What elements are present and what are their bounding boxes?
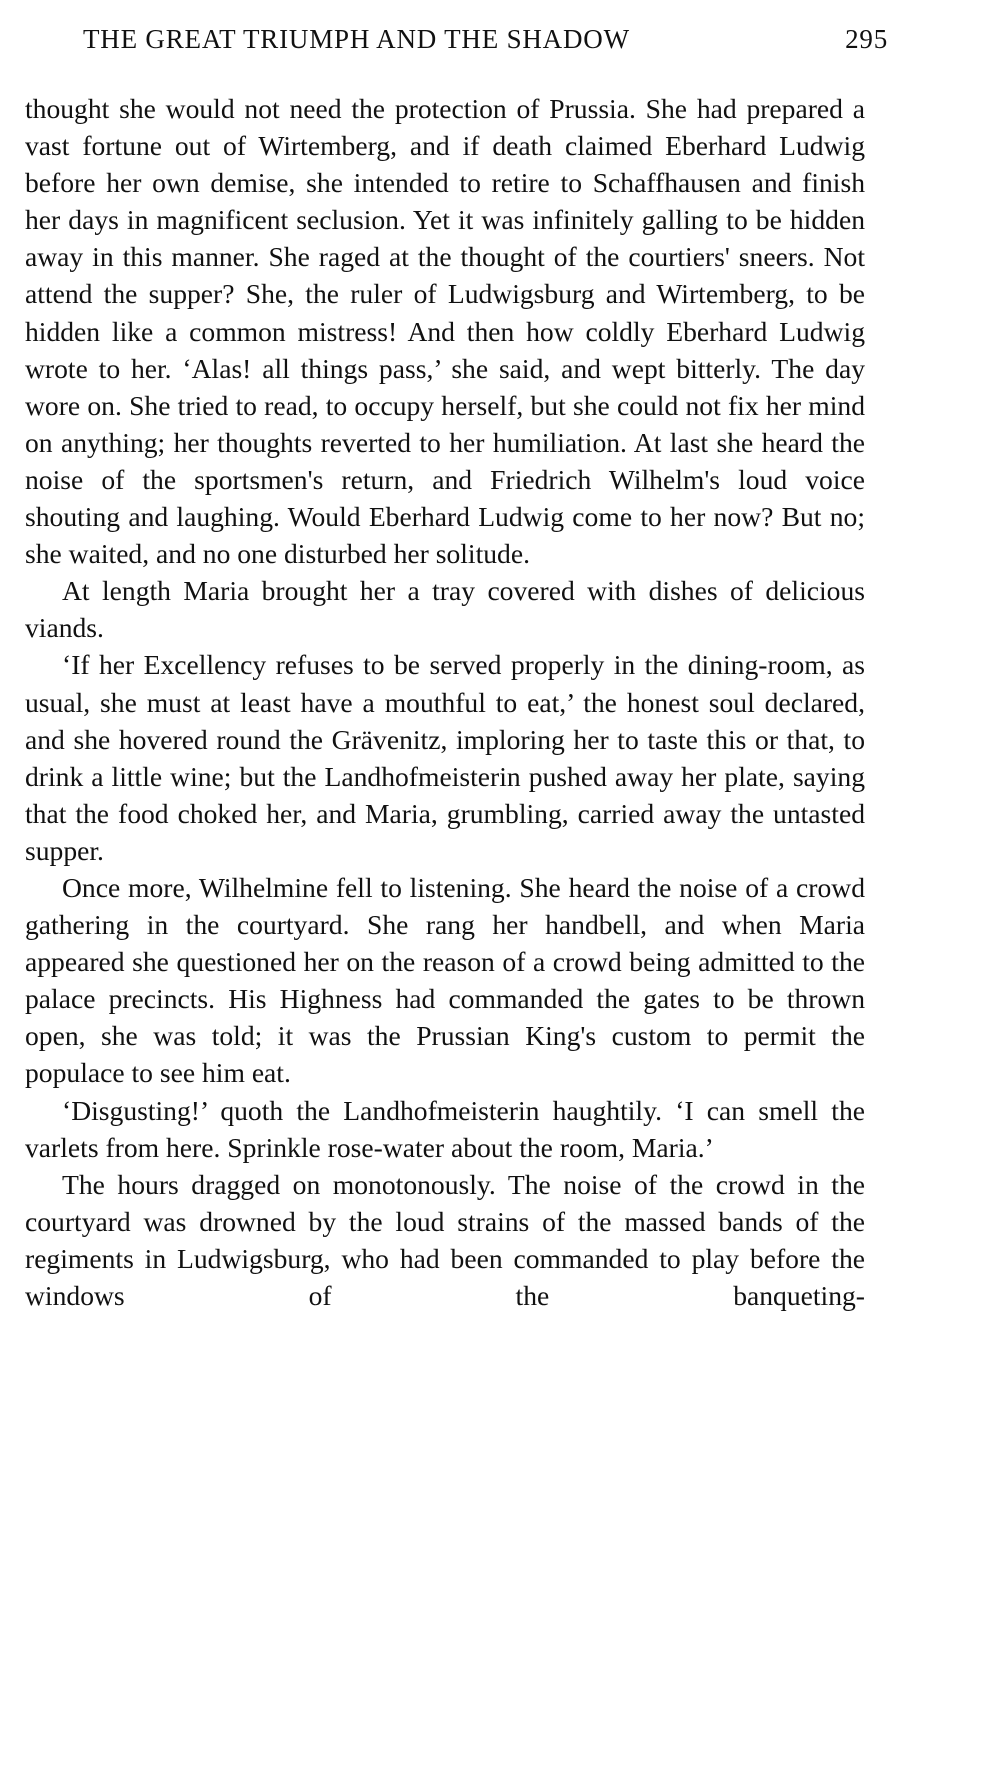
running-title: THE GREAT TRIUMPH AND THE SHADOW	[83, 24, 630, 54]
paragraph: The hours dragged on monotonously. The noise of the crowd in the courtyard was drowned by the loud strains of the massed bands of the regiments in Ludwigsburg, who had been commanded to play before the windows of the banqueting-	[25, 1168, 865, 1311]
paragraph: ‘Disgusting!’ quoth the Landhofmeisterin haughtily. ‘I can smell the varlets from here. Sprinkle rose-water about the room, Maria.’	[25, 1094, 865, 1163]
page-body	[25, 90, 865, 1314]
paragraph: At length Maria brought her a tray covered with dishes of delicious viands.	[25, 575, 865, 644]
running-header	[83, 24, 888, 64]
paragraph: ‘If her Excellency refuses to be served properly in the dining-room, as usual, she must at least have a mouthful to eat,’ the honest soul declared, and she hovered round the Grävenitz, imploring her to taste this or that, to drink a little wine; but the Landhofmeisterin pushed away her plate, saying that the food choked her, and Maria, grumbling, carried away the untasted supper.	[25, 649, 865, 866]
paragraph: thought she would not need the protection of Prussia. She had prepared a vast fortune out of Wirtemberg, and if death claimed Eberhard Ludwig before her own demise, she intended to retire to Schaffhausen and finish her days in magnificent seclusion. Yet it was infinitely galling to be hidden away in this manner. She raged at the thought of the courtiers' sneers. Not attend the supper? She, the ruler of Ludwigsburg and Wirtemberg, to be hidden like a common mistress! And then how coldly Eberhard Ludwig wrote to her. ‘Alas! all things pass,’ she said, and wept bitterly. The day wore on. She tried to read, to occupy herself, but she could not fix her mind on anything; her thoughts reverted to her humiliation. At last she heard the noise of the sportsmen's return, and Friedrich Wilhelm's loud voice shouting and laughing. Would Eberhard Ludwig come to her now? But no; she waited, and no one disturbed her solitude.	[25, 93, 865, 570]
page-number: 295	[845, 24, 888, 54]
paragraph: Once more, Wilhelmine fell to listening. She heard the noise of a crowd gathering in the courtyard. She rang her handbell, and when Maria appeared she questioned her on the reason of a crowd being admitted to the palace precincts. His Highness had commanded the gates to be thrown open, she was told; it was the Prussian King's custom to permit the populace to see him eat.	[25, 871, 865, 1089]
